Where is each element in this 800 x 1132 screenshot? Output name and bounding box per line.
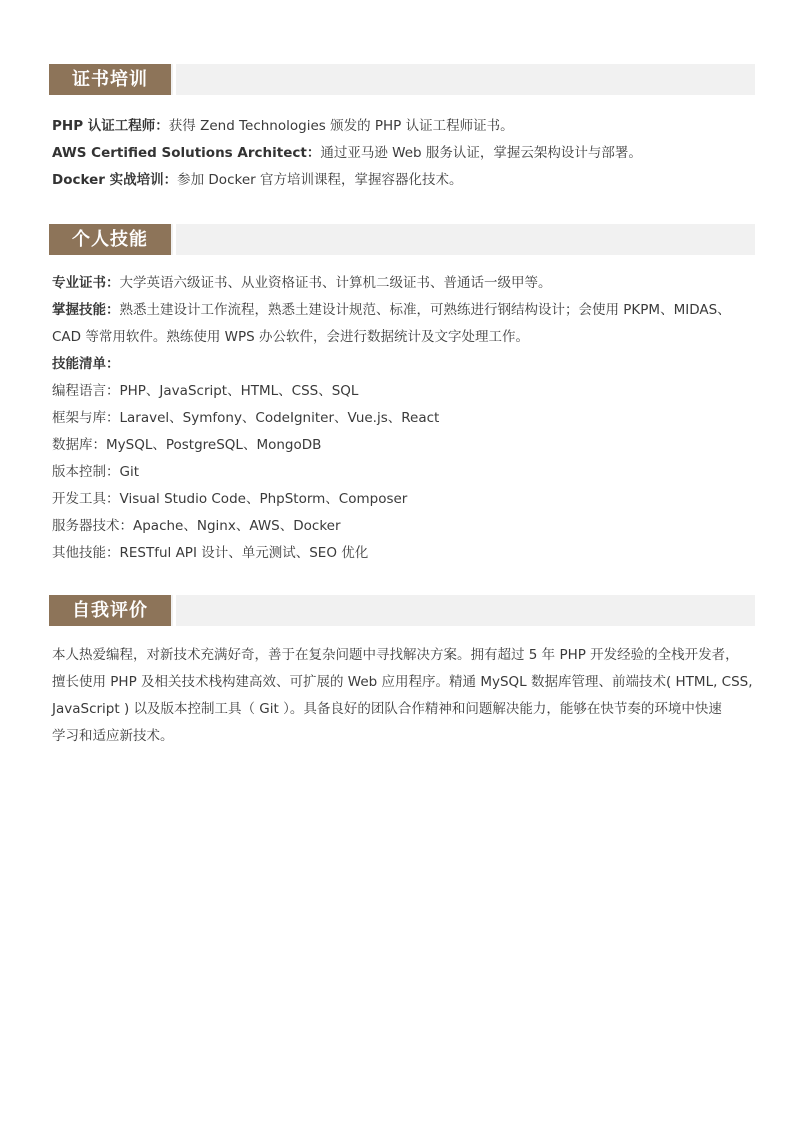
skill-list-item: 服务器技术：Apache、Nginx、AWS、Docker (52, 518, 341, 534)
skills-content (52, 270, 758, 567)
professional-label: 专业证书： (52, 275, 120, 291)
certificate-label: Docker 实战培训： (52, 172, 178, 188)
certificates-title: 证书培训 (49, 64, 171, 95)
skills-title: 个人技能 (49, 224, 171, 255)
self-eval-section (49, 595, 755, 626)
mastery-skills (52, 297, 758, 324)
certificate-text: 通过亚马逊 Web 服务认证，掌握云架构设计与部署。 (320, 145, 642, 161)
certificate-item (52, 113, 758, 140)
mastery-text: 熟悉土建设计工作流程，熟悉土建设计规范、标准，可熟练进行钢结构设计；会使用 PKPM、MIDAS、 (119, 302, 731, 318)
skills-section (49, 224, 755, 255)
skill-list-item: 数据库：MySQL、PostgreSQL、MongoDB (52, 437, 322, 453)
skill-list-item: 版本控制：Git (52, 464, 140, 480)
professional-text: 大学英语六级证书、从业资格证书、计算机二级证书、普通话一级甲等。 (119, 275, 552, 291)
self-eval-line: 擅长使用 PHP 及相关技术栈构建高效、可扩展的 Web 应用程序。精通 MySQL 数据库管理、前端技术( HTML, CSS, (52, 674, 753, 690)
certificates-header (49, 64, 755, 95)
certificate-item (52, 167, 758, 194)
self-eval-header (49, 595, 755, 626)
professional-certs (52, 270, 758, 297)
self-eval-line: 学习和适应新技术。 (52, 728, 174, 744)
self-eval-line: 本人热爱编程，对新技术充满好奇，善于在复杂问题中寻找解决方案。拥有超过 5 年 PHP 开发经验的全栈开发者， (52, 647, 739, 663)
mastery-label: 掌握技能： (52, 302, 120, 318)
certificate-item (52, 140, 758, 167)
skills-header (49, 224, 755, 255)
skill-list-item: 编程语言：PHP、JavaScript、HTML、CSS、SQL (52, 383, 359, 399)
skill-list-item: 框架与库：Laravel、Symfony、CodeIgniter、Vue.js、React (52, 410, 440, 426)
certificate-text: 参加 Docker 官方培训课程，掌握容器化技术。 (177, 172, 463, 188)
mastery-skills-cont: CAD 等常用软件。熟练使用 WPS 办公软件，会进行数据统计及文字处理工作。 (52, 329, 529, 345)
certificates-list (52, 113, 758, 194)
self-eval-text (52, 642, 758, 750)
certificate-text: 获得 Zend Technologies 颁发的 PHP 认证工程师证书。 (168, 118, 514, 134)
skill-list-item: 其他技能：RESTful API 设计、单元测试、SEO 优化 (52, 545, 369, 561)
self-eval-line: JavaScript ) 以及版本控制工具（ Git ）。具备良好的团队合作精神和问题解决能力，能够在快节奏的环境中快速 (52, 701, 722, 717)
certificate-label: PHP 认证工程师： (52, 118, 169, 134)
skill-list-label: 技能清单： (52, 356, 120, 372)
skill-list-heading (52, 351, 758, 378)
self-eval-title: 自我评价 (49, 595, 171, 626)
certificates-section (49, 64, 755, 95)
certificate-label: AWS Certified Solutions Architect： (52, 145, 321, 161)
skill-list-item: 开发工具：Visual Studio Code、PhpStorm、Composer (52, 491, 408, 507)
